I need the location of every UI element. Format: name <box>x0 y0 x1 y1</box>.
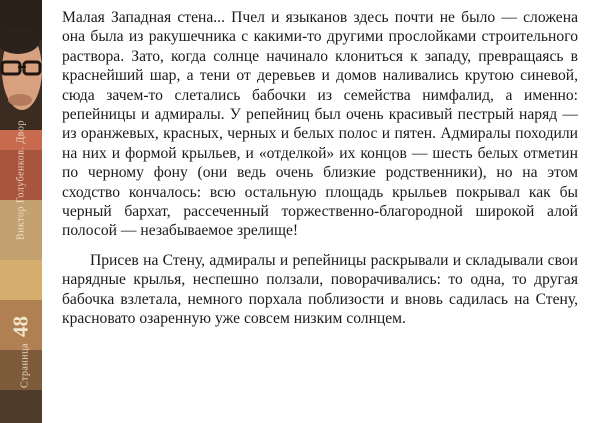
paragraph-2: Присев на Стену, адмиралы и репейницы раскрывали и складывали свои нарядные крылья, неспешно ползали, поворачивались: то одна, то другая бабочка взлетала, немного порхала поблизости и вновь садилась на Стену, красновато озаренную уже совсем низким солнцем. <box>62 251 578 328</box>
page-label: Страница <box>19 343 31 388</box>
decorative-photo-strip <box>0 0 42 423</box>
page-number: 48 <box>8 316 33 338</box>
page-indicator <box>9 316 34 388</box>
author-book-caption: Виктор Голубенков. Двор <box>15 120 27 240</box>
main-text <box>62 8 578 329</box>
paragraph-1: Малая Западная стена... Пчел и языканов здесь почти не было — сложена она была из ракушечника с какими-то другими прослойками строительного раствора. Зато, когда солнце начинало клониться к западу, превращаясь в краснейший шар, а тени от деревьев и домов наливались крутою синевой, сюда зачем-то слетались бабочки из семейства нимфалид, а именно: репейницы и адмиралы. У репейниц был очень красивый пестрый наряд — из оранжевых, красных, черных и белых полос и пятен. Адмиралы походили на них и формой крыльев, и «отделкой» их концов — шесть белых отметин по черному фону (они ведь очень близкие родственники), но на этом сходство кончалось: всю остальную площадь крыльев покрывал как бы черный бархат, рассеченный торжественно-благородной широкой алой полосой — незабываемое зрелище! <box>62 9 578 240</box>
